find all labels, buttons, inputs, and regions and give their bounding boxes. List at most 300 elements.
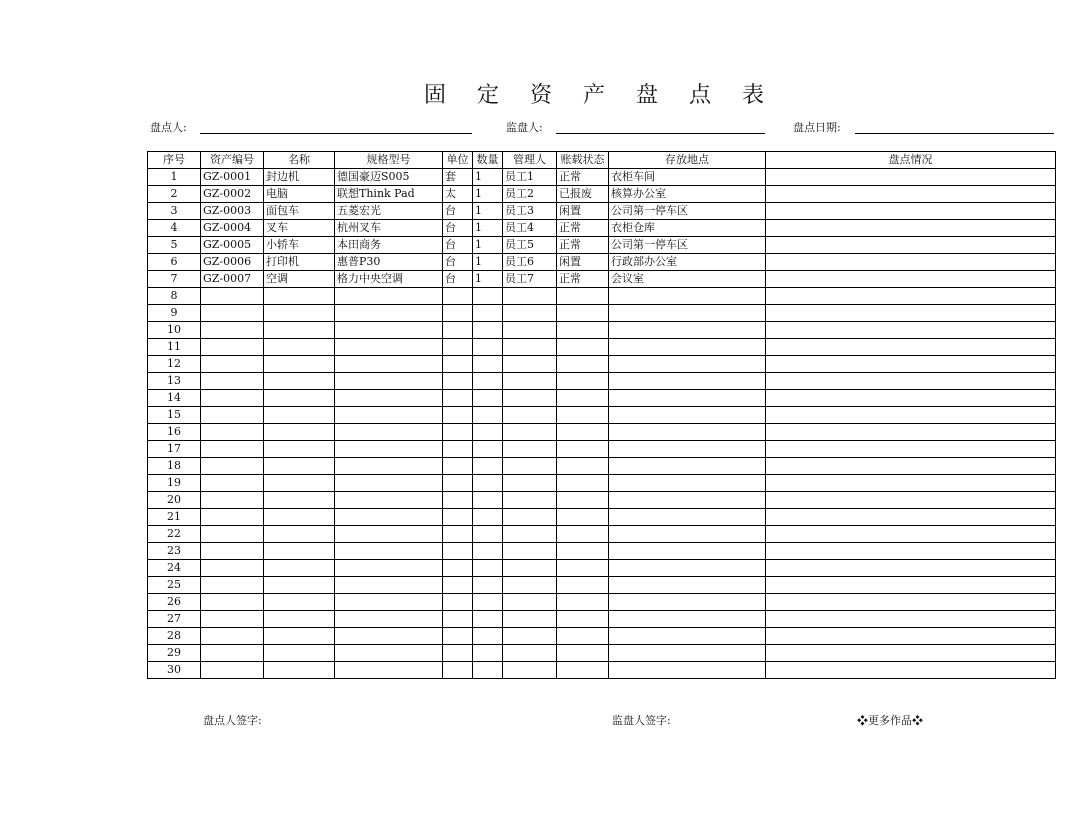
table-cell[interactable] [503,662,557,679]
table-cell[interactable]: 10 [148,322,201,339]
table-cell[interactable] [264,288,335,305]
table-cell[interactable] [473,288,503,305]
table-cell[interactable]: 12 [148,356,201,373]
table-cell[interactable]: 套 [443,169,473,186]
table-cell[interactable] [264,662,335,679]
table-cell[interactable] [473,543,503,560]
table-cell[interactable]: 闲置 [557,203,609,220]
table-cell[interactable] [503,356,557,373]
table-cell[interactable] [609,628,766,645]
table-cell[interactable] [503,594,557,611]
table-cell[interactable]: 格力中央空调 [335,271,443,288]
table-cell[interactable] [473,458,503,475]
table-cell[interactable] [443,356,473,373]
table-cell[interactable] [335,424,443,441]
table-cell[interactable]: 叉车 [264,220,335,237]
table-cell[interactable]: 封边机 [264,169,335,186]
table-cell[interactable] [443,373,473,390]
table-cell[interactable] [201,305,264,322]
table-cell[interactable] [443,407,473,424]
table-cell[interactable] [609,288,766,305]
table-cell[interactable]: 小轿车 [264,237,335,254]
table-cell[interactable]: 1 [473,186,503,203]
table-cell[interactable]: 5 [148,237,201,254]
table-cell[interactable]: 联想Think Pad [335,186,443,203]
table-cell[interactable] [335,339,443,356]
table-cell[interactable] [557,288,609,305]
table-cell[interactable] [503,441,557,458]
table-cell[interactable]: 21 [148,509,201,526]
table-cell[interactable]: 台 [443,220,473,237]
table-cell[interactable] [473,356,503,373]
table-cell[interactable] [335,526,443,543]
table-cell[interactable]: 员工7 [503,271,557,288]
table-cell[interactable]: GZ-0001 [201,169,264,186]
table-cell[interactable] [503,628,557,645]
table-cell[interactable]: 25 [148,577,201,594]
table-cell[interactable] [264,628,335,645]
table-cell[interactable] [766,203,1056,220]
table-cell[interactable]: 衣柜车间 [609,169,766,186]
table-cell[interactable] [201,288,264,305]
table-cell[interactable] [473,322,503,339]
table-cell[interactable] [335,373,443,390]
table-cell[interactable]: GZ-0004 [201,220,264,237]
table-cell[interactable] [557,407,609,424]
table-cell[interactable] [335,543,443,560]
table-cell[interactable] [557,458,609,475]
table-cell[interactable] [201,492,264,509]
table-cell[interactable]: 1 [148,169,201,186]
table-cell[interactable] [766,458,1056,475]
table-cell[interactable] [201,441,264,458]
table-cell[interactable] [766,424,1056,441]
table-cell[interactable]: 11 [148,339,201,356]
table-cell[interactable] [443,390,473,407]
table-cell[interactable] [557,645,609,662]
table-cell[interactable] [766,237,1056,254]
table-cell[interactable] [335,458,443,475]
table-cell[interactable] [201,526,264,543]
table-cell[interactable] [264,356,335,373]
table-cell[interactable] [443,492,473,509]
table-cell[interactable] [766,543,1056,560]
table-cell[interactable]: 电脑 [264,186,335,203]
table-cell[interactable]: 本田商务 [335,237,443,254]
table-cell[interactable] [503,458,557,475]
table-cell[interactable] [443,458,473,475]
table-cell[interactable] [557,305,609,322]
table-cell[interactable] [609,458,766,475]
table-cell[interactable]: 台 [443,203,473,220]
table-cell[interactable] [443,288,473,305]
table-cell[interactable] [766,509,1056,526]
table-cell[interactable] [503,373,557,390]
table-cell[interactable] [503,305,557,322]
table-cell[interactable] [335,288,443,305]
more-works-link[interactable]: ❖更多作品❖ [857,714,923,727]
table-cell[interactable] [443,339,473,356]
table-cell[interactable]: GZ-0003 [201,203,264,220]
table-cell[interactable] [473,577,503,594]
table-cell[interactable]: 1 [473,169,503,186]
table-cell[interactable] [264,492,335,509]
table-cell[interactable] [443,543,473,560]
table-cell[interactable] [335,390,443,407]
table-cell[interactable] [557,424,609,441]
table-cell[interactable] [473,305,503,322]
table-cell[interactable] [609,526,766,543]
table-cell[interactable] [443,424,473,441]
table-cell[interactable] [609,645,766,662]
table-cell[interactable] [335,662,443,679]
table-cell[interactable] [609,356,766,373]
table-cell[interactable] [264,509,335,526]
table-cell[interactable] [264,543,335,560]
table-cell[interactable]: 13 [148,373,201,390]
table-cell[interactable] [473,611,503,628]
table-cell[interactable] [766,254,1056,271]
table-cell[interactable] [473,339,503,356]
table-cell[interactable] [264,322,335,339]
table-cell[interactable] [609,322,766,339]
table-cell[interactable] [609,407,766,424]
table-cell[interactable] [557,662,609,679]
table-cell[interactable] [335,611,443,628]
table-cell[interactable] [201,407,264,424]
table-cell[interactable] [609,577,766,594]
table-cell[interactable]: 公司第一停车区 [609,237,766,254]
table-cell[interactable] [766,560,1056,577]
table-cell[interactable] [335,628,443,645]
table-cell[interactable]: 太 [443,186,473,203]
table-cell[interactable] [335,407,443,424]
table-cell[interactable] [503,407,557,424]
table-cell[interactable]: 惠普P30 [335,254,443,271]
table-cell[interactable] [609,339,766,356]
table-cell[interactable] [443,560,473,577]
table-cell[interactable] [557,543,609,560]
table-cell[interactable] [766,662,1056,679]
table-cell[interactable] [473,424,503,441]
table-cell[interactable] [335,509,443,526]
table-cell[interactable] [201,373,264,390]
table-cell[interactable] [443,577,473,594]
table-cell[interactable] [264,407,335,424]
table-cell[interactable]: GZ-0007 [201,271,264,288]
table-cell[interactable] [201,339,264,356]
table-cell[interactable] [443,611,473,628]
table-cell[interactable] [557,356,609,373]
table-cell[interactable]: 已报废 [557,186,609,203]
table-cell[interactable] [609,509,766,526]
table-cell[interactable]: 台 [443,254,473,271]
table-cell[interactable] [557,628,609,645]
table-cell[interactable] [557,577,609,594]
table-cell[interactable] [264,390,335,407]
table-cell[interactable] [264,526,335,543]
table-cell[interactable] [201,645,264,662]
table-cell[interactable] [503,577,557,594]
table-cell[interactable]: 29 [148,645,201,662]
table-cell[interactable]: 正常 [557,271,609,288]
table-cell[interactable] [503,492,557,509]
table-cell[interactable]: 1 [473,203,503,220]
table-cell[interactable] [201,577,264,594]
table-cell[interactable]: 德国豪迈S005 [335,169,443,186]
table-cell[interactable] [766,475,1056,492]
table-cell[interactable] [473,560,503,577]
table-cell[interactable] [443,475,473,492]
table-cell[interactable]: 30 [148,662,201,679]
table-cell[interactable] [473,492,503,509]
table-cell[interactable] [264,339,335,356]
table-cell[interactable]: 1 [473,271,503,288]
table-cell[interactable] [766,526,1056,543]
table-cell[interactable] [766,339,1056,356]
table-cell[interactable] [557,611,609,628]
table-cell[interactable]: 6 [148,254,201,271]
table-cell[interactable] [264,594,335,611]
table-cell[interactable] [557,560,609,577]
table-cell[interactable] [766,645,1056,662]
table-cell[interactable] [766,628,1056,645]
table-cell[interactable] [473,594,503,611]
table-cell[interactable] [766,271,1056,288]
table-cell[interactable]: 20 [148,492,201,509]
table-cell[interactable] [201,611,264,628]
table-cell[interactable] [335,475,443,492]
table-cell[interactable] [264,424,335,441]
table-cell[interactable] [557,492,609,509]
table-cell[interactable]: 24 [148,560,201,577]
table-cell[interactable] [766,611,1056,628]
table-cell[interactable] [335,594,443,611]
table-cell[interactable]: 22 [148,526,201,543]
table-cell[interactable] [609,441,766,458]
table-cell[interactable]: 员工5 [503,237,557,254]
table-cell[interactable] [557,475,609,492]
table-cell[interactable]: 员工6 [503,254,557,271]
table-cell[interactable] [201,390,264,407]
table-cell[interactable] [264,458,335,475]
table-cell[interactable] [503,424,557,441]
table-cell[interactable]: 员工2 [503,186,557,203]
table-cell[interactable]: 14 [148,390,201,407]
table-cell[interactable] [473,407,503,424]
table-cell[interactable]: 杭州叉车 [335,220,443,237]
table-cell[interactable] [557,441,609,458]
table-cell[interactable] [557,339,609,356]
table-cell[interactable] [201,509,264,526]
table-cell[interactable]: GZ-0006 [201,254,264,271]
table-cell[interactable] [557,322,609,339]
table-cell[interactable] [473,475,503,492]
table-cell[interactable] [443,594,473,611]
table-cell[interactable] [609,424,766,441]
table-cell[interactable]: 会议室 [609,271,766,288]
table-cell[interactable] [766,186,1056,203]
table-cell[interactable]: 3 [148,203,201,220]
table-cell[interactable] [503,543,557,560]
table-cell[interactable] [201,594,264,611]
table-cell[interactable]: 8 [148,288,201,305]
table-cell[interactable] [201,424,264,441]
table-cell[interactable] [473,441,503,458]
table-cell[interactable]: 26 [148,594,201,611]
table-cell[interactable] [503,526,557,543]
table-cell[interactable] [766,220,1056,237]
table-cell[interactable] [609,305,766,322]
table-cell[interactable] [609,390,766,407]
table-cell[interactable]: 1 [473,220,503,237]
table-cell[interactable]: 行政部办公室 [609,254,766,271]
table-cell[interactable]: 打印机 [264,254,335,271]
table-cell[interactable] [503,322,557,339]
table-cell[interactable] [335,322,443,339]
table-cell[interactable] [609,475,766,492]
table-cell[interactable] [609,373,766,390]
table-cell[interactable] [443,645,473,662]
table-cell[interactable] [473,390,503,407]
table-cell[interactable]: 1 [473,237,503,254]
table-cell[interactable] [201,560,264,577]
table-cell[interactable]: 18 [148,458,201,475]
table-cell[interactable] [264,577,335,594]
table-cell[interactable] [766,322,1056,339]
table-cell[interactable] [766,577,1056,594]
table-cell[interactable]: 28 [148,628,201,645]
table-cell[interactable] [766,390,1056,407]
table-cell[interactable] [766,356,1056,373]
table-cell[interactable]: 17 [148,441,201,458]
table-cell[interactable]: 2 [148,186,201,203]
table-cell[interactable] [766,594,1056,611]
table-cell[interactable] [335,305,443,322]
table-cell[interactable] [503,390,557,407]
table-cell[interactable]: GZ-0002 [201,186,264,203]
table-cell[interactable] [473,526,503,543]
table-cell[interactable] [335,441,443,458]
table-cell[interactable]: 1 [473,254,503,271]
table-cell[interactable] [609,492,766,509]
table-cell[interactable] [766,305,1056,322]
table-cell[interactable]: 7 [148,271,201,288]
table-cell[interactable] [503,339,557,356]
table-cell[interactable] [766,169,1056,186]
table-cell[interactable]: 16 [148,424,201,441]
table-cell[interactable] [609,611,766,628]
table-cell[interactable]: 公司第一停车区 [609,203,766,220]
table-cell[interactable]: 面包车 [264,203,335,220]
table-cell[interactable] [557,594,609,611]
table-cell[interactable] [473,509,503,526]
table-cell[interactable] [473,662,503,679]
table-cell[interactable] [201,458,264,475]
table-cell[interactable]: 核算办公室 [609,186,766,203]
table-cell[interactable] [443,322,473,339]
table-cell[interactable]: 27 [148,611,201,628]
table-cell[interactable] [443,662,473,679]
table-cell[interactable] [557,390,609,407]
table-cell[interactable] [473,373,503,390]
table-cell[interactable] [503,560,557,577]
table-cell[interactable] [264,475,335,492]
table-cell[interactable]: 15 [148,407,201,424]
table-cell[interactable] [443,526,473,543]
table-cell[interactable] [264,373,335,390]
table-cell[interactable] [766,492,1056,509]
table-cell[interactable] [264,305,335,322]
table-cell[interactable] [201,322,264,339]
table-cell[interactable] [766,441,1056,458]
table-cell[interactable]: 员工1 [503,169,557,186]
table-cell[interactable] [335,356,443,373]
table-cell[interactable] [503,288,557,305]
table-cell[interactable]: 空调 [264,271,335,288]
table-cell[interactable] [335,560,443,577]
table-cell[interactable]: 员工3 [503,203,557,220]
table-cell[interactable] [443,305,473,322]
table-cell[interactable] [503,509,557,526]
table-cell[interactable] [609,543,766,560]
table-cell[interactable] [264,611,335,628]
table-cell[interactable] [503,645,557,662]
table-cell[interactable] [766,373,1056,390]
table-cell[interactable] [335,577,443,594]
table-cell[interactable] [335,492,443,509]
table-cell[interactable] [766,288,1056,305]
table-cell[interactable] [443,509,473,526]
table-cell[interactable] [473,645,503,662]
table-cell[interactable] [443,628,473,645]
table-cell[interactable]: 4 [148,220,201,237]
table-cell[interactable]: 员工4 [503,220,557,237]
table-cell[interactable]: 9 [148,305,201,322]
table-cell[interactable] [766,407,1056,424]
table-cell[interactable] [609,594,766,611]
table-cell[interactable] [609,662,766,679]
table-cell[interactable]: 台 [443,271,473,288]
table-cell[interactable] [609,560,766,577]
table-cell[interactable] [503,475,557,492]
table-cell[interactable]: 23 [148,543,201,560]
table-cell[interactable] [557,373,609,390]
table-cell[interactable] [503,611,557,628]
table-cell[interactable] [443,441,473,458]
table-cell[interactable] [201,356,264,373]
table-cell[interactable] [264,560,335,577]
table-cell[interactable] [335,645,443,662]
table-cell[interactable]: 五菱宏光 [335,203,443,220]
table-cell[interactable]: 闲置 [557,254,609,271]
table-cell[interactable] [473,628,503,645]
table-cell[interactable] [201,628,264,645]
table-cell[interactable] [264,441,335,458]
table-cell[interactable] [201,543,264,560]
table-cell[interactable]: 正常 [557,220,609,237]
table-cell[interactable]: GZ-0005 [201,237,264,254]
table-cell[interactable] [557,526,609,543]
table-cell[interactable]: 衣柜仓库 [609,220,766,237]
table-cell[interactable]: 正常 [557,169,609,186]
table-cell[interactable] [557,509,609,526]
table-cell[interactable] [264,645,335,662]
table-cell[interactable]: 19 [148,475,201,492]
table-cell[interactable]: 正常 [557,237,609,254]
table-cell[interactable] [201,475,264,492]
table-cell[interactable]: 台 [443,237,473,254]
